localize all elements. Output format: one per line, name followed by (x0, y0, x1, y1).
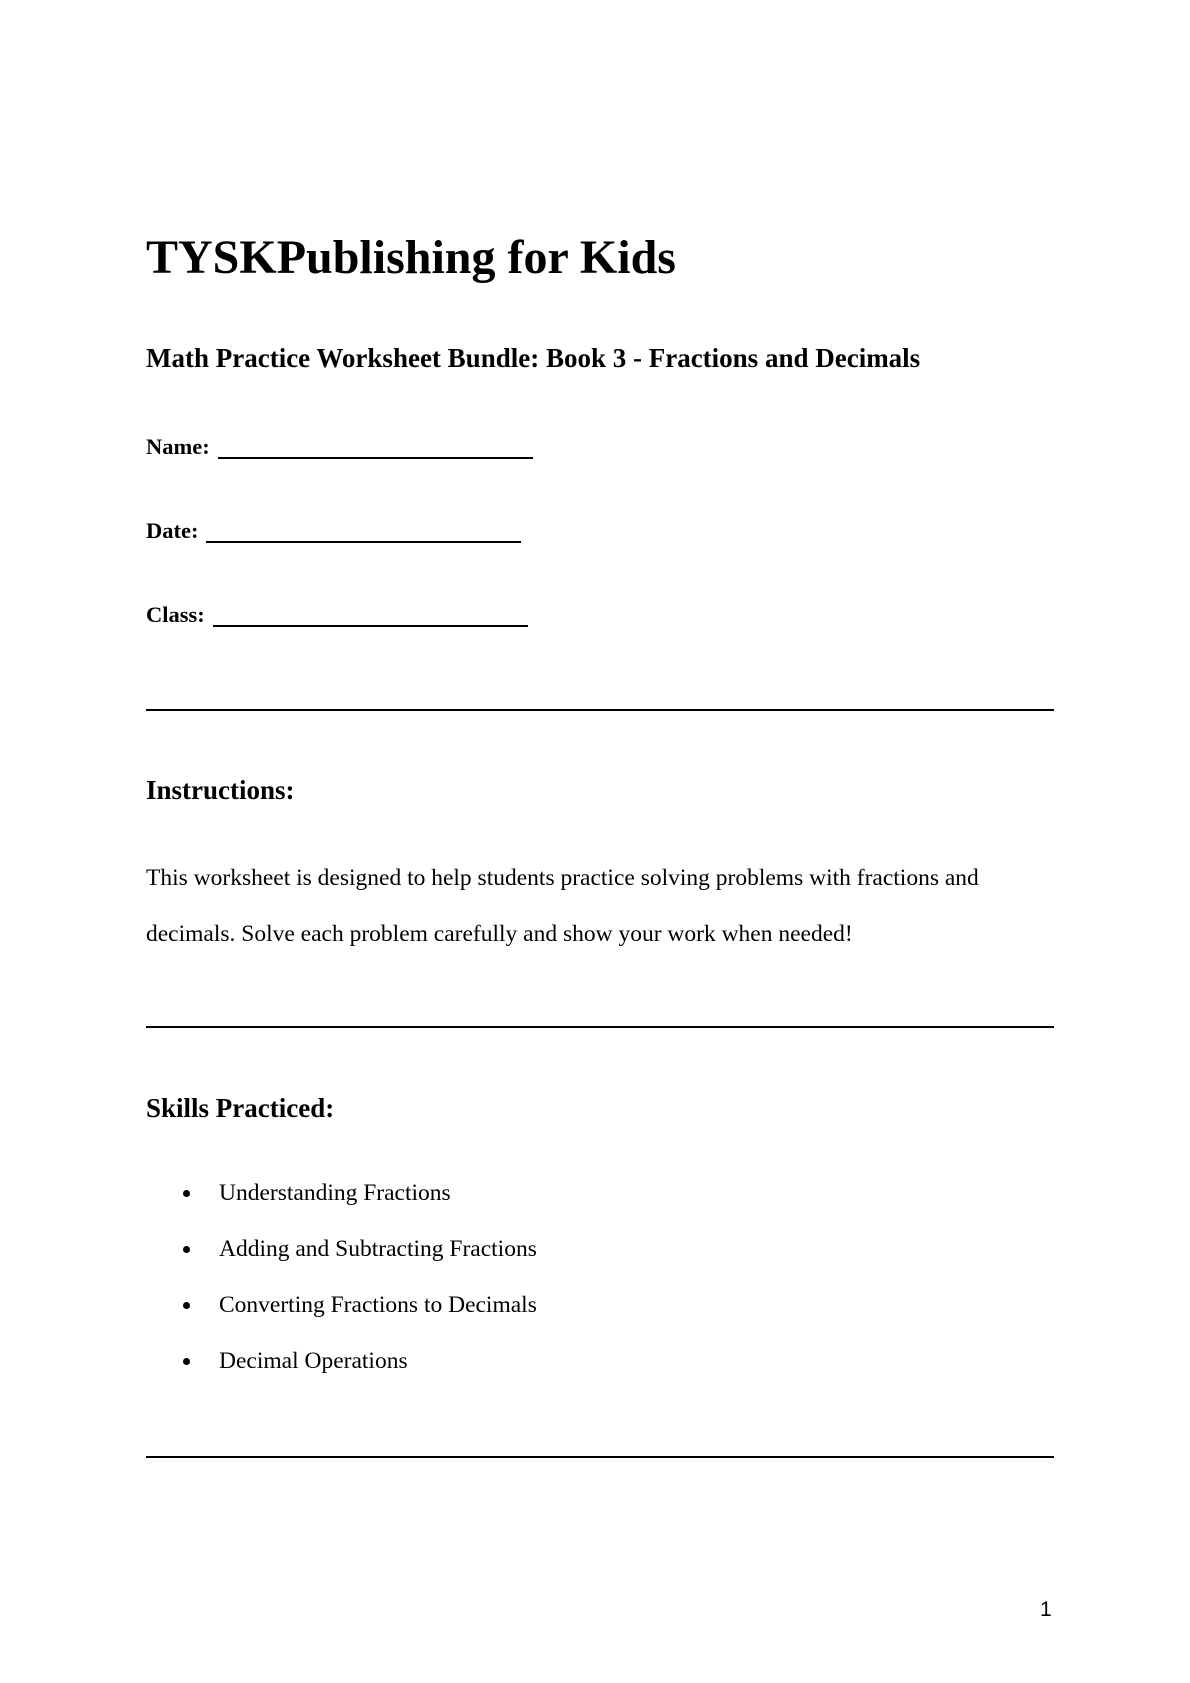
skills-heading: Skills Practiced: (146, 1093, 335, 1123)
page-subtitle: Math Practice Worksheet Bundle: Book 3 - Fractions and Decimals (146, 343, 921, 373)
class-field[interactable] (146, 600, 528, 630)
bullet-icon (183, 1246, 190, 1253)
bullet-icon (183, 1302, 190, 1309)
class-field-blank[interactable] (213, 625, 528, 627)
instructions-heading: Instructions: (146, 775, 295, 805)
date-field-blank[interactable] (206, 541, 521, 543)
skill-label: Adding and Subtracting Fractions (219, 1236, 537, 1262)
bullet-icon (183, 1190, 190, 1197)
bullet-icon (183, 1358, 190, 1365)
date-field-label: Date: (146, 518, 199, 543)
skill-label: Decimal Operations (219, 1348, 408, 1374)
date-field[interactable] (146, 516, 521, 546)
skill-label: Understanding Fractions (219, 1180, 451, 1206)
name-field-label: Name: (146, 434, 210, 459)
class-field-label: Class: (146, 602, 205, 627)
instructions-line-1: This worksheet is designed to help students practice solving problems with fractions and (146, 865, 979, 891)
page-title: TYSKPublishing for Kids (146, 231, 676, 284)
section-divider-2 (146, 1026, 1054, 1028)
instructions-line-2: decimals. Solve each problem carefully and show your work when needed! (146, 921, 853, 947)
name-field[interactable] (146, 432, 533, 462)
name-field-blank[interactable] (218, 457, 533, 459)
section-divider-1 (146, 709, 1054, 711)
section-divider-3 (146, 1456, 1054, 1458)
skill-label: Converting Fractions to Decimals (219, 1292, 537, 1318)
page-number: 1 (1040, 1598, 1052, 1621)
